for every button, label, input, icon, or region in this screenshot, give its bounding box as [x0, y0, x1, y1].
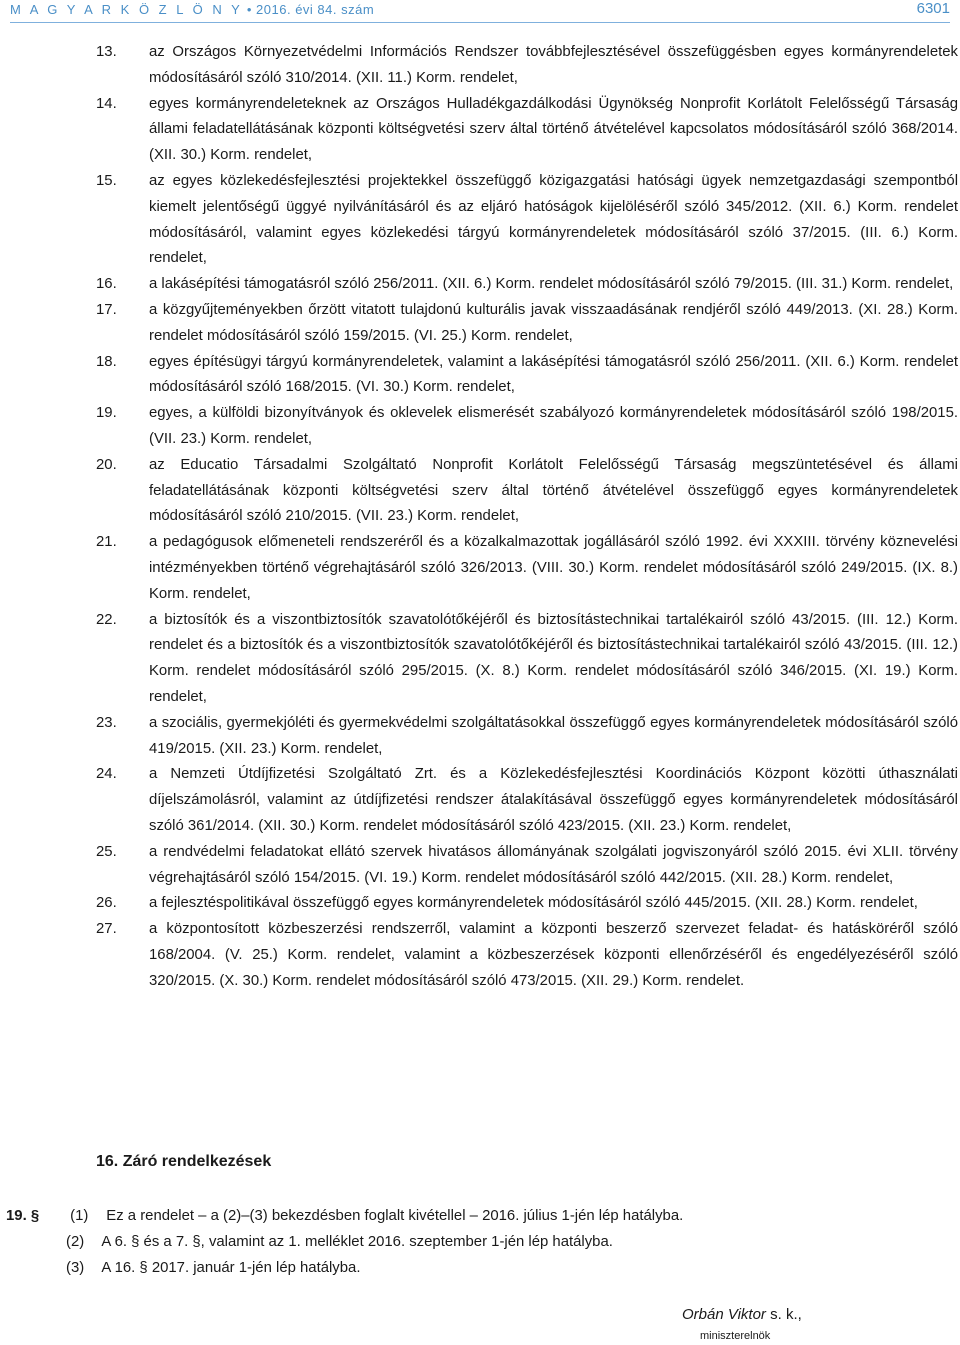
paragraph-line	[6, 1256, 683, 1282]
list-item	[96, 917, 958, 994]
item-number: 19.	[96, 405, 117, 422]
item-text: a pedagógusok előmeneteli rendszeréről és a közalkalmazottak jogállásáról szóló 1992. évi XXXIII. törvény köznevelési intézményekben történő végrehajtásáról szóló 326/2013. (VIII. 30.) Korm. rendelet módosításáról szóló 249/2015. (IX. 8.) Korm. rendelet,	[149, 534, 958, 602]
regulation-list	[96, 40, 958, 994]
signature-suffix: s. k.,	[765, 1306, 802, 1323]
item-number: 25.	[96, 843, 117, 860]
item-text: a Nemzeti Útdíjfizetési Szolgáltató Zrt. és a Közlekedésfejlesztési Koordinációs Központ közötti úthasználati díjelszámolásról, valamint az útdíjfizetési rendszer átalakításával összefüggő egyes kormányrendeletek módosításáról szóló 361/2014. (XII. 30.) Korm. rendelet módosításáról szóló 423/2015. (XII. 23.) Korm. rendelet,	[149, 766, 958, 834]
paragraph-block	[6, 1204, 683, 1281]
item-text: a rendvédelmi feladatokat ellátó szervek hivatásos állományának szolgálati jogviszonyáról szóló 2015. évi XLII. törvény végrehajtásáról szóló 154/2015. (VI. 19.) Korm. rendelet módosításáról szóló 442/2015. (XII. 28.) Korm. rendelet,	[149, 843, 958, 886]
sub-text: A 16. § 2017. január 1-jén lép hatályba.	[101, 1259, 361, 1276]
list-item	[96, 40, 958, 92]
item-number: 17.	[96, 301, 117, 318]
list-item	[96, 891, 958, 917]
list-item	[96, 762, 958, 839]
item-number: 24.	[96, 766, 117, 783]
list-item	[96, 350, 958, 402]
item-text: a fejlesztéspolitikával összefüggő egyes kormányrendeletek módosításáról szóló 445/2015. (XII. 28.) Korm. rendelet,	[149, 895, 918, 912]
list-item	[96, 401, 958, 453]
item-text: a szociális, gyermekjóléti és gyermekvédelmi szolgáltatásokkal összefüggő egyes kormányrendeletek módosításáról szóló 419/2015. (XII. 23.) Korm. rendelet,	[149, 714, 958, 757]
item-number: 13.	[96, 44, 117, 60]
item-number: 26.	[96, 895, 117, 912]
item-number: 14.	[96, 95, 117, 112]
item-text: az Országos Környezetvédelmi Információs Rendszer továbbfejlesztésével összefüggésben egyes kormányrendeletek módosításáról szóló 310/2014. (XII. 11.) Korm. rendelet,	[149, 44, 958, 86]
list-item	[96, 608, 958, 711]
page-header	[10, 0, 950, 22]
sub-label: (2)	[66, 1233, 85, 1250]
item-text: egyes építésügyi tárgyú kormányrendeletek, valamint a lakásépítési támogatásról szóló 256/2011. (XII. 6.) Korm. rendelet módosításáról szóló 168/2015. (VI. 30.) Korm. rendelet,	[149, 353, 958, 396]
page-number: 6301	[916, 0, 950, 17]
list-item	[96, 453, 958, 530]
signature	[682, 1306, 802, 1323]
item-number: 15.	[96, 172, 117, 189]
item-text: a biztosítók és a viszontbiztosítók szavatolótőkéjéről és biztosítástechnikai tartalékairól szóló 43/2015. (III. 12.) Korm. rendelet és a biztosítók és a viszontbiztosítók szavatolótőkéjéről és biztosítástechnikai tartalékairól szóló 43/2015. (III. 12.) Korm. rendelet módosításáról szóló 295/2015. (X. 8.) Korm. rendelet módosításáról szóló 346/2015. (XI. 19.) Korm. rendelet,	[149, 611, 958, 705]
item-text: a közgyűjteményekben őrzött vitatott tulajdonú kulturális javak visszaadásának rendjéről szóló 449/2013. (XI. 28.) Korm. rendelet módosításáról szóló 159/2015. (VI. 25.) Korm. rendelet,	[149, 301, 958, 344]
sub-label: (3)	[66, 1259, 85, 1276]
item-text: a központosított közbeszerzési rendszerről, valamint a központi beszerző szervezet feladat- és hatásköréről szóló 168/2004. (V. 25.) Korm. rendelet, valamint a közbeszerzések központi ellenőrzéséről és engedélyezéséről szóló 320/2015. (X. 30.) Korm. rendelet módosításáról szóló 473/2015. (XII. 29.) Korm. rendelet.	[149, 921, 958, 989]
item-text: egyes kormányrendeleteknek az Országos Hulladékgazdálkodási Ügynökség Nonprofit Korlátolt Felelősségű Társaság állami feladatellátásának központi költségvetési szerv által történő átvételével kapcsolatos módosításáról szóló 368/2014. (XII. 30.) Korm. rendelet,	[149, 95, 958, 164]
sub-label: (1)	[70, 1208, 89, 1224]
list-item	[96, 530, 958, 607]
list-item	[96, 711, 958, 763]
item-number: 16.	[96, 276, 117, 293]
item-number: 22.	[96, 611, 117, 628]
sub-text: A 6. § és a 7. §, valamint az 1. melléklet 2016. szeptember 1-jén lép hatályba.	[101, 1233, 613, 1250]
item-number: 23.	[96, 714, 117, 731]
list-item	[96, 298, 958, 350]
paragraph-line	[6, 1230, 683, 1256]
item-number: 20.	[96, 456, 117, 473]
item-number: 18.	[96, 353, 117, 370]
list-item	[96, 92, 958, 169]
item-number: 21.	[96, 534, 117, 551]
paragraph-number: 19. §	[6, 1208, 40, 1224]
item-number: 27.	[96, 921, 117, 938]
section-title: 16. Záró rendelkezések	[96, 1153, 272, 1170]
issue-label: • 2016. évi 84. szám	[246, 2, 375, 17]
item-text: az egyes közlekedésfejlesztési projektekkel összefüggő közigazgatási hatósági ügyek nemzetgazdasági szempontból kiemelt jelentőségű üggyé nyilvánításáról és az eljáró hatóságok kijelöléséről szóló 345/2012. (XII. 6.) Korm. rendelet módosításáról, valamint egyes közlekedési tárgyú kormányrendeletek módosításáról szóló 37/2015. (III. 6.) Korm. rendelet,	[149, 172, 958, 267]
paragraph-line	[6, 1204, 683, 1230]
item-text: egyes, a külföldi bizonyítványok és oklevelek elismerését szabályozó kormányrendeletek módosításáról szóló 198/2015. (VII. 23.) Korm. rendelet,	[149, 405, 958, 447]
list-item	[96, 169, 958, 272]
signatory-name: Orbán Viktor	[682, 1306, 766, 1323]
header-title	[10, 2, 374, 17]
header-rule	[10, 22, 950, 23]
item-text: a lakásépítési támogatásról szóló 256/2011. (XII. 6.) Korm. rendelet módosításáról szóló 79/2015. (III. 31.) Korm. rendelet,	[149, 276, 954, 293]
list-item	[96, 840, 958, 892]
item-text: az Educatio Társadalmi Szolgáltató Nonprofit Korlátolt Felelősségű Társaság megszüntetésével és állami feladatellátásának központi költségvetési szerv által történő átvételével összefüggő egyes kormányrendeletek módosításáról szóló 210/2015. (VII. 23.) Korm. rendelet,	[149, 456, 958, 525]
list-item	[96, 272, 958, 298]
journal-title: M A G Y A R K Ö Z L Ö N Y	[10, 2, 243, 17]
signatory-title: miniszterelnök	[700, 1330, 771, 1342]
sub-text: Ez a rendelet – a (2)–(3) bekezdésben foglalt kivétellel – 2016. július 1-jén lép hatályba.	[106, 1208, 684, 1224]
